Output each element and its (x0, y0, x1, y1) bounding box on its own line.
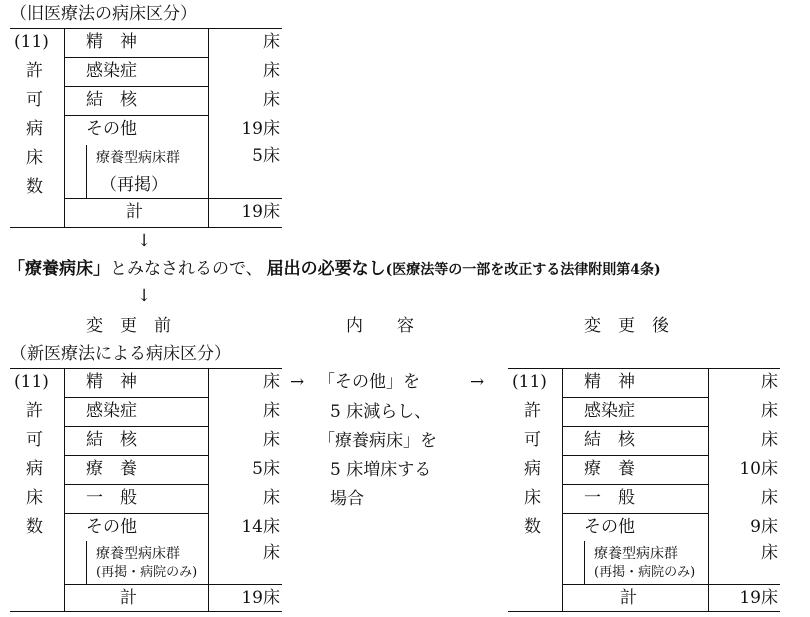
before-row-value: 床 (263, 488, 280, 508)
old-sub-note: （再掲） (100, 175, 168, 195)
old-row-value: 19床 (241, 119, 280, 139)
before-side-label-1: (11) (14, 372, 49, 392)
after-row-value: 床 (761, 430, 778, 450)
after-row-value: 床 (761, 372, 778, 392)
old-row-name: 結 核 (86, 90, 137, 110)
notice-quote: 「療養病床」 (8, 259, 110, 279)
after-total-name: 計 (620, 588, 637, 608)
after-row-name: その他 (584, 517, 635, 537)
after-row-name: 一 般 (584, 488, 635, 508)
notice-line (8, 261, 661, 278)
before-row-name: 精 神 (86, 372, 137, 392)
after-row-value: 9床 (750, 517, 778, 537)
after-sub-note: (再掲・病院のみ) (594, 565, 696, 580)
after-total-value: 19床 (739, 588, 778, 608)
before-sub-note: (再掲・病院のみ) (96, 565, 198, 580)
after-row-name: 療 養 (584, 459, 635, 479)
old-law-caption: （旧医療法の病床区分） (10, 4, 197, 24)
header-after: 変 更 後 (584, 316, 669, 336)
after-row-value: 10床 (739, 459, 778, 479)
before-row-value: 床 (263, 372, 280, 392)
old-row-name: 精 神 (86, 32, 137, 52)
old-sub-name: 療養型病床群 (96, 150, 180, 166)
before-row-name: 療 養 (86, 459, 137, 479)
before-side-label-5: 床 (26, 488, 43, 508)
old-side-label-5: 床 (26, 148, 43, 168)
old-row-name: その他 (86, 119, 137, 139)
old-side-label-6: 数 (26, 177, 43, 197)
right-arrow-icon: → (470, 372, 485, 392)
before-row-value: 5床 (252, 459, 280, 479)
after-row-name: 感染症 (584, 401, 635, 421)
after-side-label-5: 床 (524, 488, 541, 508)
notice-middle: とみなされるので、 (110, 259, 263, 279)
content-line-3: 「療養病床」を (318, 431, 437, 451)
old-total-value: 19床 (241, 202, 280, 222)
before-row-name: その他 (86, 517, 137, 537)
old-row-value: 床 (263, 90, 280, 110)
old-side-label-3: 可 (26, 90, 43, 110)
before-row-value: 14床 (241, 517, 280, 537)
after-side-label-2: 許 (524, 401, 541, 421)
notice-law: (医療法等の一部を改正する法律附則第4条) (385, 262, 661, 278)
before-row-name: 感染症 (86, 401, 137, 421)
content-line-5: 場合 (330, 489, 364, 509)
before-total-name: 計 (120, 588, 137, 608)
old-side-label-4: 病 (26, 119, 43, 139)
before-side-label-4: 病 (26, 459, 43, 479)
old-sub-value: 5床 (252, 146, 280, 166)
before-side-label-6: 数 (26, 517, 43, 537)
after-side-label-4: 病 (524, 459, 541, 479)
after-sub-name: 療養型病床群 (594, 546, 678, 562)
old-row-value: 床 (263, 61, 280, 81)
header-content: 内 容 (346, 316, 414, 336)
old-total-name: 計 (126, 202, 143, 222)
after-row-value: 床 (761, 401, 778, 421)
right-arrow-icon: → (290, 372, 305, 392)
old-row-value: 床 (263, 32, 280, 52)
before-row-value: 床 (263, 401, 280, 421)
after-row-value: 床 (761, 488, 778, 508)
after-side-label-1: (11) (512, 372, 547, 392)
before-sub-value: 床 (263, 543, 280, 563)
before-side-label-3: 可 (26, 430, 43, 450)
content-line-4: 5 床増床する (330, 460, 432, 480)
old-row-name: 感染症 (86, 61, 137, 81)
before-row-name: 一 般 (86, 488, 137, 508)
content-line-1: 「その他」を (318, 372, 420, 392)
after-side-label-6: 数 (524, 517, 541, 537)
notice-emphasis: 届出の必要なし (266, 259, 386, 279)
after-row-name: 精 神 (584, 372, 635, 392)
content-line-2: 5 床減らし、 (330, 402, 432, 422)
old-side-label-2: 許 (26, 61, 43, 81)
after-side-label-3: 可 (524, 430, 541, 450)
after-sub-value: 床 (761, 543, 778, 563)
new-law-caption: （新医療法による病床区分） (10, 344, 231, 364)
header-before: 変 更 前 (86, 316, 171, 336)
before-row-name: 結 核 (86, 430, 137, 450)
old-side-label-1: (11) (14, 32, 49, 52)
before-sub-name: 療養型病床群 (96, 546, 180, 562)
before-row-value: 床 (263, 430, 280, 450)
before-total-value: 19床 (241, 588, 280, 608)
before-side-label-2: 許 (26, 401, 43, 421)
down-arrow-icon: ↓ (137, 231, 152, 251)
after-row-name: 結 核 (584, 430, 635, 450)
down-arrow-icon: ↓ (137, 286, 152, 306)
